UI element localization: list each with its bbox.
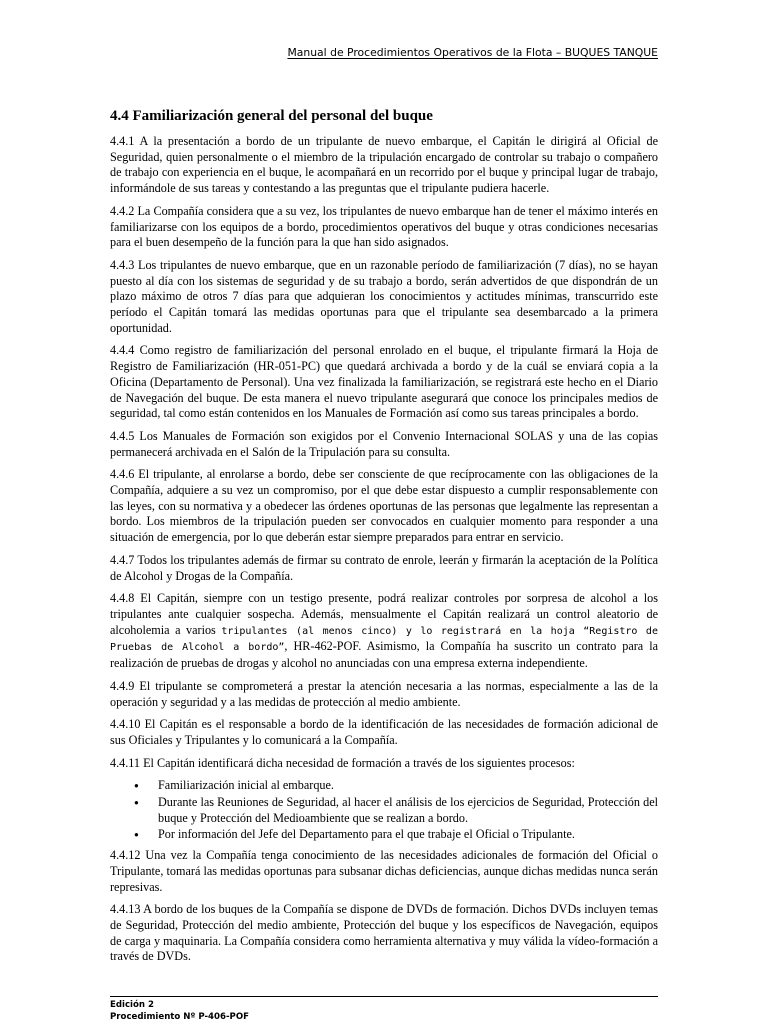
page-footer [110, 999, 249, 1023]
paragraph-4-4-10: 4.4.10 El Capitán es el responsable a bordo de la identificación de las necesidades de formación adicional de sus Oficiales y Tripulantes y lo comunicará a la Compañía. [110, 717, 658, 747]
paragraph-4-4-2: 4.4.2 La Compañía considera que a su vez, los tripulantes de nuevo embarque han de tener el máximo interés en familiarizarse con los equipos de a bordo, procedimientos operativos del buque y otras condiciones necesarias para el buen desempeño de la función para la que han sido asignados. [110, 203, 658, 250]
paragraph-4-4-7: 4.4.7 Todos los tripulantes además de firmar su contrato de enrole, leerán y firmarán la aceptación de la Política de Alcohol y Drogas de la Compañía. [110, 552, 658, 583]
training-process-list [110, 778, 658, 843]
paragraph-4-4-8-part-c: , HR-462-POF. Asimismo, la Compañía ha suscrito un contrato para la realización de pruebas de drogas y alcohol no anunciadas con una empresa externa independiente. [110, 639, 659, 671]
paragraph-4-4-8-part-a: 4.4.8 El Capitán, siempre con un testigo presente, podrá realizar controles por sorpresa de alcohol a los tripulantes ante cualquier sospecha. Además, mensualmente el Capitán realizará un control aleatorio de alcoholemia a varios [110, 591, 658, 637]
footer-edition: Edición 2 [110, 1000, 155, 1010]
paragraph-4-4-3: 4.4.3 Los tripulantes de nuevo embarque, que en un razonable período de familiarización (7 días), no se hayan puesto al día con los sistemas de seguridad y de su trabajo a bordo, serán advertidos de que dispondrán de un plazo máximo de otros 7 días para que adquieran los conocimientos y actitudes mínimas, transcurrido este período el Capitán tomará las medidas oportunas para que el tripulante sea desembarcado a la primera oportunidad. [110, 257, 658, 335]
running-header: Manual de Procedimientos Operativos de la Flota – BUQUES TANQUE [287, 46, 658, 59]
list-item: ● Durante las Reuniones de Seguridad, al hacer el análisis de los ejercicios de Seguridad, Protección del buque y Protección del Medioambiente que se realizan a bordo. [158, 795, 658, 826]
paragraph-4-4-12: 4.4.12 Una vez la Compañía tenga conocimiento de las necesidades adicionales de formación del Oficial o Tripulante, tomará las medidas oportunas para subsanar dichas deficiencias, aunque dichas medidas nunca serán represivas. [110, 848, 658, 894]
paragraph-4-4-8 [110, 591, 658, 672]
paragraph-4-4-13: 4.4.13 A bordo de los buques de la Compañía se dispone de DVDs de formación. Dichos DVDs incluyen temas de Seguridad, Protección del medio ambiente, Protección del buque y los específicos de Navegación, equipos de carga y maquinaria. La Compañía considera como herramienta alternativa y muy válida la vídeo-formación a través de DVDs. [110, 902, 658, 964]
paragraph-4-4-6: 4.4.6 El tripulante, al enrolarse a bordo, debe ser consciente de que recíprocamente con las obligaciones de la Compañía, adquiere a su vez un compromiso, por el que debe estar dispuesto a cumplir responsablemente con las leyes, con su normativa y a obedecer las órdenes oportunas de las personas que legalmente las representan a bordo. Los miembros de la tripulación pueden ser convocados en cualquier momento para responder a una situación de emergencia, por lo que deberán estar siempre preparados para entrar en servicio. [110, 467, 658, 545]
paragraph-4-4-4: 4.4.4 Como registro de familiarización del personal enrolado en el buque, el tripulante firmará la Hoja de Registro de Familiarización (HR-051-PC) que quedará archivada a bordo y de la cuál se enviará copia a la Oficina (Departamento de Personal). Una vez finalizada la familiarización, se registrará este hecho en el Diario de Navegación del buque. De esta manera el nuevo tripulante asegurará que conoce los principales medios de seguridad, tal como están contenidos en los Manuales de Formación así como sus tareas principales a bordo. [110, 343, 658, 421]
paragraph-4-4-9: 4.4.9 El tripulante se comprometerá a prestar la atención necesaria a las normas, especialmente a las de la operación y seguridad y a las medidas de protección al medio ambiente. [110, 678, 658, 709]
page-body [110, 106, 658, 972]
section-title: 4.4 Familiarización general del personal del buque [110, 108, 433, 124]
footer-divider [110, 996, 658, 997]
footer-procedure-number: Procedimiento Nº P-406-POF [110, 1012, 250, 1022]
paragraph-4-4-5: 4.4.5 Los Manuales de Formación son exigidos por el Convenio Internacional SOLAS y una de las copias permanecerá archivada en el Salón de la Tripulación para su consulta. [110, 428, 658, 459]
list-item: ● Familiarización inicial al embarque. [158, 778, 658, 794]
paragraph-4-4-8-handwritten-insert: tripulantes (al menos cinco) y lo registrará en la hoja “Registro de Pruebas de Alcohol a bordo” [110, 625, 658, 654]
list-item: ● Por información del Jefe del Departamento para el que trabaje el Oficial o Tripulante. [158, 827, 658, 843]
paragraph-4-4-11: 4.4.11 El Capitán identificará dicha necesidad de formación a través de los siguientes procesos: [110, 755, 575, 770]
paragraph-4-4-1: 4.4.1 A la presentación a bordo de un tripulante de nuevo embarque, el Capitán le dirigirá al Oficial de Seguridad, quien personalmente o el miembro de la tripulación encargado de controlar su trabajo o compañero de trabajo con experiencia en el buque, le acompañará en un recorrido por el buque y principal lugar de trabajo, informándole de sus tareas y contestando a las preguntas que el tripulante pudiera hacerle. [110, 134, 658, 196]
